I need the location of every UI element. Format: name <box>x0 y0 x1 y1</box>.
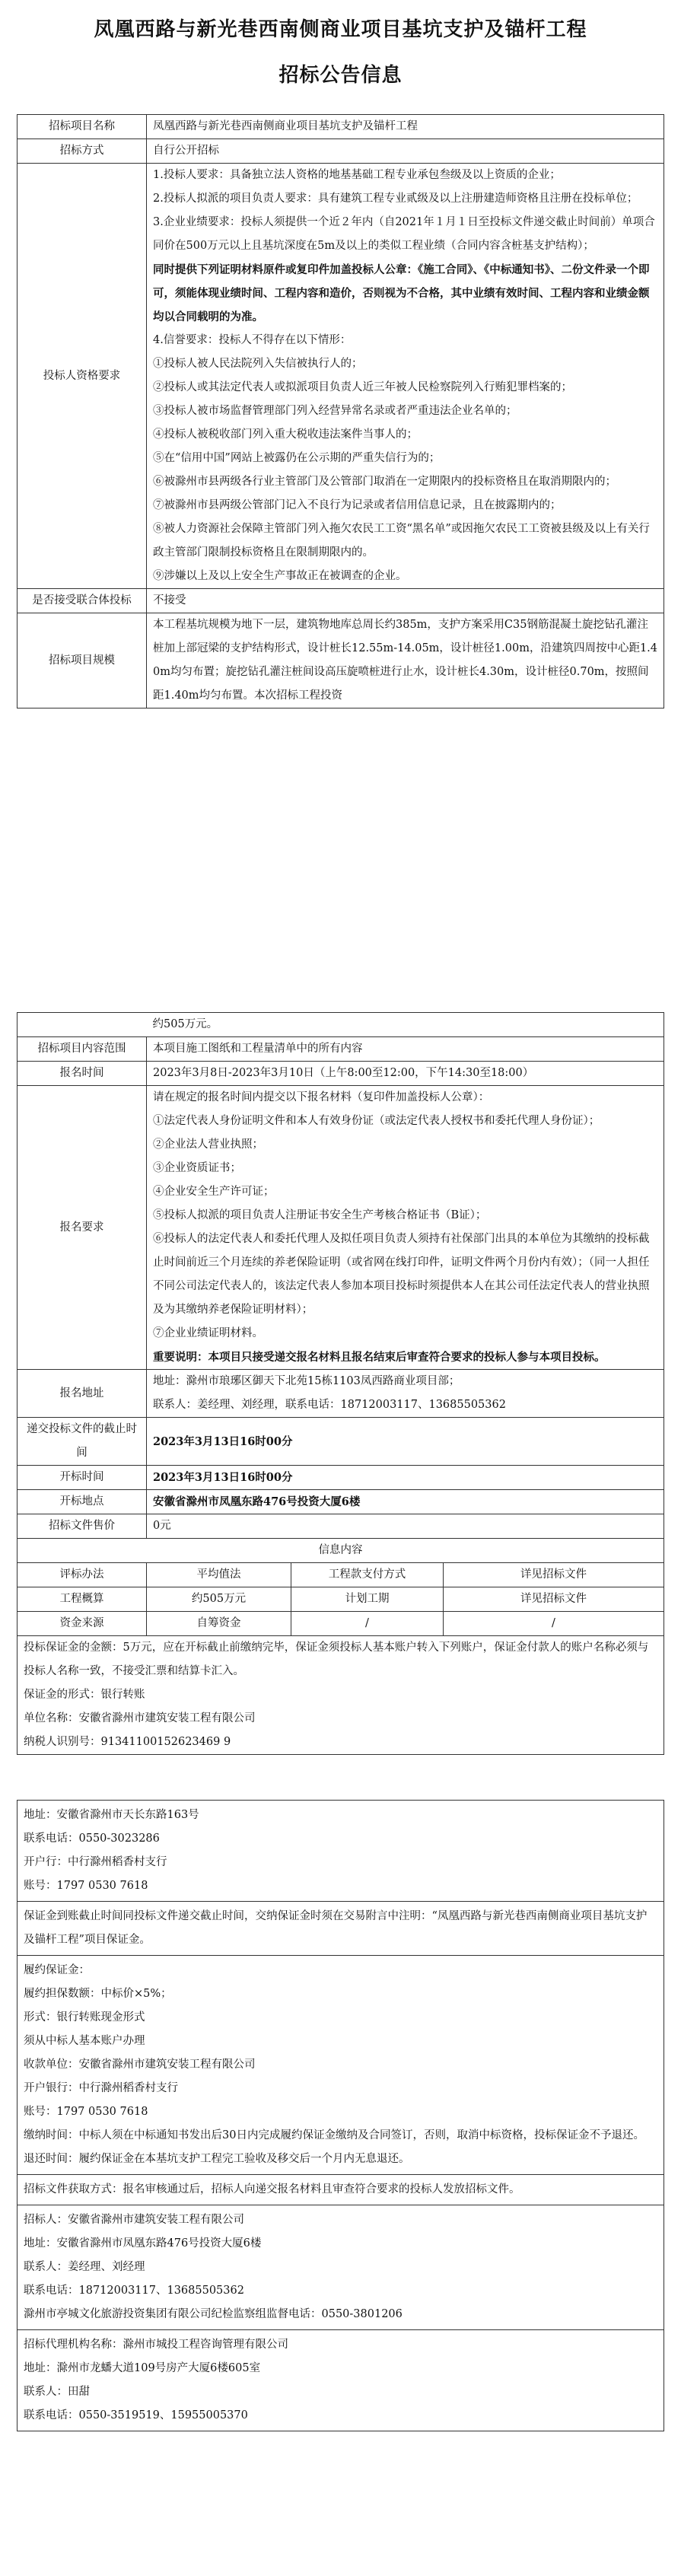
register-time-label: 报名时间 <box>18 1062 147 1086</box>
open-time-label: 开标时间 <box>18 1466 147 1490</box>
grid-cell: 平均值法 <box>147 1563 291 1587</box>
table-row <box>18 1539 664 1563</box>
open-time-value: 2023年3月13日16时00分 <box>147 1466 664 1490</box>
req-line: ⑥投标人的法定代表人和委托代理人及拟任项目负责人须持有社保部门出具的本单位为其缴纳的投标截止时间前近三个月连续的养老保险证明（或省网在线打印件，证明文件两个月份内有效）；（同一人担任不同公司法定代表人的，该法定代表人参加本项目投标时须提供本人在其公司任法定代表人的营业执照及为其缴纳养老保险证明材料）； <box>153 1233 650 1316</box>
table-row <box>18 164 664 589</box>
agent-line: 招标代理机构名称：滁州市城投工程咨询管理有限公司 <box>24 2339 288 2351</box>
table-row <box>18 1490 664 1514</box>
perf-line: 形式：银行转账现金形式 <box>24 2011 145 2024</box>
open-place-label: 开标地点 <box>18 1490 147 1514</box>
table-row <box>18 139 664 164</box>
perf-line: 须从中标人基本账户办理 <box>24 2035 145 2047</box>
contact-line: 联系人：姜经理、刘经理，联系电话：18712003117、13685505362 <box>153 1399 506 1411</box>
qualification-line: 2.投标人拟派的项目负责人要求：具有建筑工程专业贰级及以上注册建造师资格且注册在投标单位； <box>153 193 638 205</box>
req-line: ③企业资质证书； <box>153 1162 241 1174</box>
bond-line: 投标保证金的金额：5万元，应在开标截止前缴纳完毕，保证金须投标人基本账户转入下列账户，保证金付款人的账户名称必须与投标人名称一致，不接受汇票和结算卡汇入。 <box>24 1641 649 1677</box>
notice-table-1 <box>17 114 664 993</box>
table-row <box>18 1086 664 1370</box>
grid-cell: 评标办法 <box>18 1563 147 1587</box>
document-subtitle: 招标公告信息 <box>278 64 403 87</box>
table-row <box>18 115 664 139</box>
grid-cell: / <box>291 1612 444 1636</box>
bank-line: 联系电话：0550-3023286 <box>24 1832 160 1845</box>
req-line: ②企业法人营业执照； <box>153 1138 263 1151</box>
perf-line: 账号：1797 0530 7618 <box>24 2106 148 2118</box>
info-header: 信息内容 <box>18 1539 664 1563</box>
table-row <box>18 1370 664 1418</box>
grid-cell: 工程概算 <box>18 1587 147 1612</box>
table-row <box>18 1013 664 1037</box>
grid-cell: 详见招标文件 <box>444 1587 664 1612</box>
scale-value: 本工程基坑规模为地下一层，建筑物地库总周长约385m，支护方案采用C35钢筋混凝土旋挖钻孔灌注桩加上部冠梁的支护结构形式，设计桩长12.55m-14.05m，设计桩径1.00m，沿建筑四周按中心距1.40m均匀布置；旋挖钻孔灌注桩间设高压旋喷桩进行止水，设计桩长4.30m，设计桩径0.70m，按照间距1.40m均匀布置。本次招标工程投资 <box>147 613 664 708</box>
perf-line: 收款单位：安徽省滁州市建筑安装工程有限公司 <box>24 2059 256 2071</box>
grid-cell: 资金来源 <box>18 1612 147 1636</box>
register-address-label: 报名地址 <box>18 1370 147 1418</box>
table-row <box>18 1466 664 1490</box>
grid-cell: 计划工期 <box>291 1587 444 1612</box>
bond-line: 保证金的形式：银行转账 <box>24 1689 145 1701</box>
grid-cell: 约505万元 <box>147 1587 291 1612</box>
tenderer-info <box>17 2205 664 2330</box>
bank-info <box>17 1800 664 1902</box>
table-row <box>18 1062 664 1086</box>
bank-note: 保证金到账截止时间同投标文件递交截止时间，交纳保证金时须在交易附言中注明：“凤凰西路与新光巷西南侧商业项目基坑支护及锚杆工程”项目保证金。 <box>17 1902 664 1956</box>
agent-info <box>17 2330 664 2431</box>
project-name-value: 凤凰西路与新光巷西南侧商业项目基坑支护及锚杆工程 <box>147 115 664 139</box>
grid-cell: 自筹资金 <box>147 1612 291 1636</box>
tenderer-line: 联系电话：18712003117、13685505362 <box>24 2285 244 2297</box>
register-req-label: 报名要求 <box>18 1086 147 1370</box>
qualification-line: ⑥被滁州市县两级各行业主管部门及公管部门取消在一定期限内的投标资格且在取消期限内的； <box>153 476 616 488</box>
consortium-value: 不接受 <box>147 589 664 613</box>
agent-line: 地址：滁州市龙蟠大道109号房产大厦6楼605室 <box>24 2362 261 2374</box>
tender-method-label: 招标方式 <box>18 139 147 164</box>
perf-line: 履约保证金： <box>24 1964 90 1976</box>
qualification-line: 同时提供下列证明材料原件或复印件加盖投标人公章：《施工合同》、《中标通知书》、二份文件录一个即可，须能体现业绩时间、工程内容和造价，否则视为不合格，其中业绩有效时间、工程内容和业绩金额均以合同载明的为准。 <box>153 263 650 323</box>
scope-label: 招标项目内容范围 <box>18 1037 147 1062</box>
table-row <box>18 1514 664 1539</box>
bank-line: 开户行：中行滁州稻香村支行 <box>24 1856 167 1868</box>
deadline-value: 2023年3月13日16时00分 <box>147 1418 664 1466</box>
scope-value: 本项目施工图纸和工程量清单中的所有内容 <box>147 1037 664 1062</box>
tenderer-line: 滁州市亭城文化旅游投资集团有限公司纪检监察组监督电话：0550-3801206 <box>24 2308 403 2320</box>
table-row <box>18 1037 664 1062</box>
grid-cell: 工程款支付方式 <box>291 1563 444 1587</box>
scale-continued: 约505万元。 <box>147 1013 664 1037</box>
table-row <box>18 1418 664 1466</box>
tenderer-line: 联系人：姜经理、刘经理 <box>24 2261 145 2273</box>
table-row <box>18 613 664 708</box>
document-title: 凤凰西路与新光巷西南侧商业项目基坑支护及锚杆工程 <box>94 18 587 41</box>
qualification-line: 4.信誉要求：投标人不得存在以下情形： <box>153 334 352 346</box>
table-row <box>18 1563 664 1587</box>
table-row <box>18 1636 664 1755</box>
grid-cell: 详见招标文件 <box>444 1563 664 1587</box>
req-line: ⑤投标人拟派的项目负责人注册证书安全生产考核合格证书（B证）； <box>153 1209 487 1221</box>
qualification-label: 投标人资格要求 <box>18 164 147 589</box>
address-line: 地址：滁州市琅琊区御天下北苑15栋1103凤西路商业项目部； <box>153 1375 460 1387</box>
qualification-line: ⑨涉嫌以上及以上安全生产事故正在被调查的企业。 <box>153 570 407 582</box>
qualification-line: ①投标人被人民法院列入失信被执行人的； <box>153 358 363 370</box>
register-req-value <box>147 1086 664 1370</box>
notice-table-3 <box>17 1800 664 2561</box>
req-note: 重要说明：本项目只接受递交报名材料且报名结束后审查符合要求的投标人参与本项目投标。 <box>153 1351 606 1364</box>
req-line: ⑦企业业绩证明材料。 <box>153 1327 263 1339</box>
register-address-value <box>147 1370 664 1418</box>
table-row <box>18 589 664 613</box>
register-time-value: 2023年3月8日-2023年3月10日（上午8:00至12:00，下午14:30至18:00） <box>147 1062 664 1086</box>
qualification-line: ⑧被人力资源社会保障主管部门列入拖欠农民工工资“黑名单”或因拖欠农民工工资被县级及以上有关行政主管部门限制投标资格且在限制期限内的。 <box>153 523 650 559</box>
bank-line: 账号：1797 0530 7618 <box>24 1880 148 1892</box>
qualification-value <box>147 164 664 589</box>
price-value: 0元 <box>147 1514 664 1539</box>
project-name-label: 招标项目名称 <box>18 115 147 139</box>
perf-line: 缴纳时间：中标人须在中标通知书发出后30日内完成履约保证金缴纳及合同签订，否则，取消中标资格，投标保证金不予退还。 <box>24 2129 644 2141</box>
tender-method-value: 自行公开招标 <box>147 139 664 164</box>
req-line: 请在规定的报名时间内提交以下报名材料（复印件加盖投标人公章）： <box>153 1091 490 1103</box>
qualification-line: ⑦被滁州市县两级公管部门记入不良行为记录或者信用信息记录，且在披露期内的； <box>153 499 562 511</box>
req-line: ①法定代表人身份证明文件和本人有效身份证（或法定代表人授权书和委托代理人身份证）； <box>153 1115 600 1127</box>
bond-line: 单位名称：安徽省滁州市建筑安装工程有限公司 <box>24 1712 256 1724</box>
qualification-line: ④投标人被税收部门列入重大税收违法案件当事人的； <box>153 428 418 441</box>
qualification-line: 1.投标人要求：具备独立法人资格的地基基础工程专业承包叁级及以上资质的企业； <box>153 169 561 181</box>
qualification-line: ③投标人被市场监督管理部门列入经营异常名录或者严重违法企业名单的； <box>153 405 517 417</box>
qualification-line: ②投标人或其法定代表人或拟派项目负责人近三年被人民检察院列入行贿犯罪档案的； <box>153 381 572 393</box>
scale-label: 招标项目规模 <box>18 613 147 708</box>
qualification-line: ⑤在“信用中国”网站上被露仍在公示期的严重失信行为的； <box>153 452 441 464</box>
grid-cell: / <box>444 1612 664 1636</box>
tenderer-line: 地址：安徽省滁州市凤凰东路476号投资大厦6楼 <box>24 2237 262 2250</box>
table-row <box>18 1587 664 1612</box>
perf-line: 开户银行：中行滁州稻香村支行 <box>24 2082 178 2094</box>
consortium-label: 是否接受联合体投标 <box>18 589 147 613</box>
performance-bond <box>17 1956 664 2175</box>
agent-line: 联系电话：0550-3519519、15955005370 <box>24 2409 248 2422</box>
obtain-method: 招标文件获取方式：报名审核通过后，招标人向递交报名材料且审查符合要求的投标人发放招标文件。 <box>17 2175 664 2205</box>
req-line: ④企业安全生产许可证； <box>153 1186 275 1198</box>
bond-line: 纳税人识别号：91341100152623469 9 <box>24 1736 231 1748</box>
price-label: 招标文件售价 <box>18 1514 147 1539</box>
notice-table-2 <box>17 1012 664 1777</box>
bank-line: 地址：安徽省滁州市天长东路163号 <box>24 1809 199 1821</box>
open-place-value: 安徽省滁州市凤凰东路476号投资大厦6楼 <box>147 1490 664 1514</box>
perf-line: 履约担保数额：中标价×5%； <box>24 1988 172 2000</box>
tenderer-line: 招标人：安徽省滁州市建筑安装工程有限公司 <box>24 2214 244 2226</box>
qualification-line: 3.企业业绩要求：投标人须提供一个近２年内（自2021年１月１日至投标文件递交截止时间前）单项合同价在500万元以上且基坑深度在5m及以上的类似工程业绩（合同内容含桩基支护结构）； <box>153 216 655 252</box>
agent-line: 联系人：田甜 <box>24 2386 90 2398</box>
bond-info <box>18 1636 664 1755</box>
perf-line: 退还时间：履约保证金在本基坑支护工程完工验收及移交后一个月内无息退还。 <box>24 2153 410 2165</box>
deadline-label: 递交投标文件的截止时间 <box>18 1418 147 1466</box>
table-row <box>18 1612 664 1636</box>
